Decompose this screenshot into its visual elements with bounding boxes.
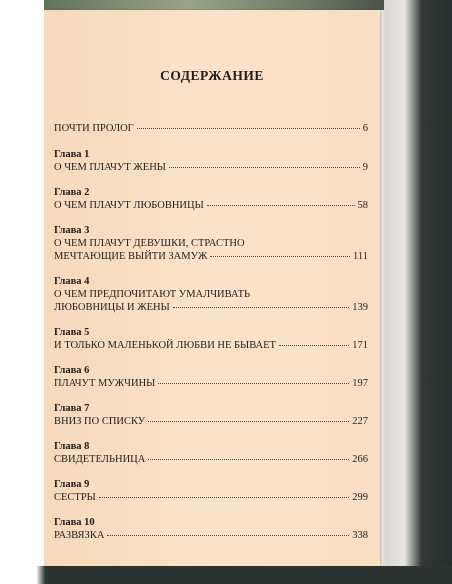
book-page <box>44 10 380 566</box>
toc-page-number: 266 <box>352 454 368 465</box>
toc-entry-title: СЕСТРЫ <box>54 492 96 503</box>
toc-entry-title: ВНИЗ ПО СПИСКУ <box>54 416 146 427</box>
toc-chapter-label: Глава 1 <box>54 149 90 160</box>
toc-line <box>54 339 368 352</box>
background-left-margin <box>0 0 44 584</box>
toc-page-number: 139 <box>352 302 368 313</box>
toc-leader-dots <box>148 421 349 422</box>
toc-chapter-label: Глава 10 <box>54 517 95 528</box>
toc-entry-title: О ЧЕМ ПЛАЧУТ ЖЕНЫ <box>54 162 166 173</box>
toc-leader-dots <box>279 345 349 346</box>
toc-entry <box>54 517 368 542</box>
toc-page-number: 58 <box>357 200 368 211</box>
toc-leader-dots <box>148 459 349 460</box>
toc-entry <box>54 122 368 135</box>
toc-chapter-label: Глава 7 <box>54 403 90 414</box>
toc-chapter-label: Глава 8 <box>54 441 90 452</box>
toc-line <box>54 161 368 174</box>
background-right-strip <box>384 0 452 584</box>
toc-page-number: 6 <box>362 123 368 134</box>
toc-page-number: 299 <box>352 492 368 503</box>
toc-line <box>54 199 368 212</box>
toc-leader-dots <box>210 256 350 257</box>
toc-page-number: 171 <box>352 340 368 351</box>
toc-entry <box>54 365 368 390</box>
toc-line <box>54 301 368 314</box>
toc-line <box>54 122 368 135</box>
toc-page-number: 227 <box>352 416 368 427</box>
toc-entry <box>54 327 368 352</box>
toc-chapter-label: Глава 4 <box>54 276 90 287</box>
toc-chapter-label: Глава 5 <box>54 327 90 338</box>
toc-entry <box>54 276 368 314</box>
toc-entry <box>54 225 368 263</box>
toc-line <box>54 377 368 390</box>
toc-page-number: 9 <box>362 162 368 173</box>
toc-entry <box>54 187 368 212</box>
toc-page-number: 111 <box>353 251 368 262</box>
toc-leader-dots <box>158 383 349 384</box>
toc-entry-title: О ЧЕМ ПЛАЧУТ ЛЮБОВНИЦЫ <box>54 200 204 211</box>
toc-line <box>54 415 368 428</box>
page-edge <box>380 10 386 566</box>
toc-leader-dots <box>137 128 360 129</box>
toc-entry-title-continued: МЕЧТАЮЩИЕ ВЫЙТИ ЗАМУЖ <box>54 251 208 262</box>
toc-line <box>54 250 368 263</box>
toc-leader-dots <box>169 167 360 168</box>
toc-chapter-label: Глава 6 <box>54 365 90 376</box>
toc-entry-title: О ЧЕМ ПРЕДПОЧИТАЮТ УМАЛЧИВАТЬ <box>54 289 251 300</box>
toc-leader-dots <box>99 497 349 498</box>
toc-entry <box>54 403 368 428</box>
toc-leader-dots <box>107 535 349 536</box>
toc-page-number: 197 <box>352 378 368 389</box>
toc-chapter-label: Глава 3 <box>54 225 90 236</box>
toc-entry <box>54 479 368 504</box>
toc-line <box>54 453 368 466</box>
toc-leader-dots <box>207 205 355 206</box>
toc-entry-title: ПОЧТИ ПРОЛОГ <box>54 123 134 134</box>
toc-line <box>54 529 368 542</box>
toc-chapter-label: Глава 9 <box>54 479 90 490</box>
toc-entry-title: РАЗВЯЗКА <box>54 530 105 541</box>
toc-entry-title: ПЛАЧУТ МУЖЧИНЫ <box>54 378 156 389</box>
toc-line <box>54 491 368 504</box>
page-title: СОДЕРЖАНИЕ <box>160 68 264 83</box>
background-bottom-strip <box>0 566 452 584</box>
toc-line <box>54 288 368 301</box>
toc-chapter-label: Глава 2 <box>54 187 90 198</box>
toc-entry <box>54 149 368 174</box>
toc-page-number: 338 <box>352 530 368 541</box>
toc-entry-title: И ТОЛЬКО МАЛЕНЬКОЙ ЛЮБВИ НЕ БЫВАЕТ <box>54 340 276 351</box>
toc-leader-dots <box>173 307 349 308</box>
toc-entry-title: СВИДЕТЕЛЬНИЦА <box>54 454 146 465</box>
toc-entry-title: О ЧЕМ ПЛАЧУТ ДЕВУШКИ, СТРАСТНО <box>54 238 245 249</box>
table-of-contents <box>54 122 368 555</box>
toc-entry-title-continued: ЛЮБОВНИЦЫ И ЖЕНЫ <box>54 302 170 313</box>
toc-entry <box>54 441 368 466</box>
toc-line <box>54 237 368 250</box>
